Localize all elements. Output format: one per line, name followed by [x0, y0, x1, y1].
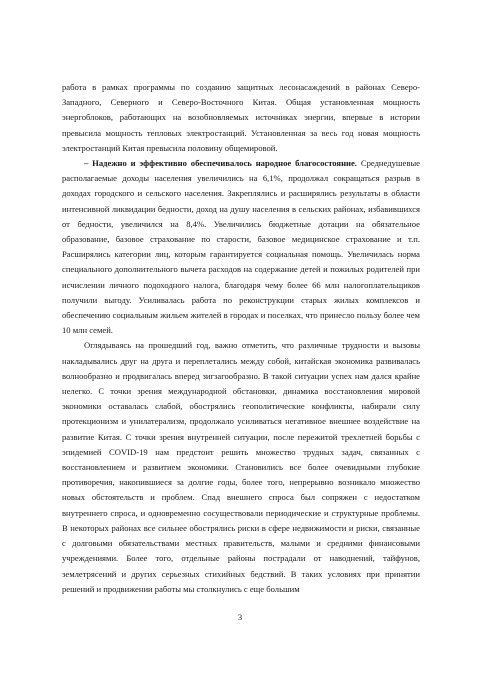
paragraph-lead-bold: – Надежно и эффективно обеспечивалось народное благосостояние.	[84, 158, 357, 169]
paragraph-continuation	[62, 80, 420, 156]
paragraph-review	[62, 338, 420, 596]
paragraph-welfare	[62, 156, 420, 338]
paragraph-text: Оглядываясь на прошедший год, важно отметить, что различные трудности и вызовы накладывались друг на друга и переплетались между собой, китайская экономика развивалась волнообразно и продвигалась вперед зигзагообразно. В такой ситуации успех нам дался крайне нелегко. С точки зрения международной обстановки, динамика восстановления мировой экономики оставалась слабой, обострялись геополитические конфликты, набирали силу протекционизм и унилатерализм, продолжало усиливаться негативное внешнее воздействие на развитие Китая. С точки зрения внутренней ситуации, после пережитой трехлетней борьбы с эпидемией COVID-19 нам предстоит решить множество трудных задач, связанных с восстановлением и развитием экономики. Становились все более очевидными глубокие противоречия, накопившиеся за долгие годы, более того, непрерывно возникало множество новых обстоятельств и проблем. Спад внешнего спроса был сопряжен с недостатком внутреннего спроса, и одновременно сосуществовали периодические и структурные проблемы. В некоторых районах все сильнее обострялись риски в сфере недвижимости и риски, связанные с долговыми обязательствами местных правительств, малыми и средними финансовыми учреждениями. Более того, отдельные районы пострадали от наводнений, тайфунов, землетрясений и других серьезных стихийных бедствий. В таких условиях при принятии решений и продвижении работы мы столкнулись с еще большим	[62, 340, 420, 594]
paragraph-text: Среднедушевые располагаемые доходы населения увеличились на 6,1%, продолжал сокращаться разрыв в доходах городского и сельского населения. Закреплялись и расширялись результаты в области интенсивной ликвидации бедности, доход на душу населения в сельских районах, избавившихся от бедности, увеличился на 8,4%. Увеличились бюджетные дотации на обязательное образование, базовое страхование по старости, базовое медицинское страхование и т.п. Расширялись категории лиц, которым гарантируется социальная помощь. Увеличилась норма специального дополнительного вычета расходов на содержание детей и пожилых родителей при исчислении личного подоходного налога, благодаря чему более 66 млн налогоплательщиков получили выгоду. Усиливалась работа по реконструкции старых жилых комплексов и обеспечению социальным жильем жителей в городах и поселках, что принесло пользу более чем 10 млн семей.	[62, 158, 420, 336]
page-number: 3	[237, 612, 243, 622]
document-body	[62, 80, 420, 597]
paragraph-text: работа в рамках программы по созданию защитных лесонасаждений в районах Северо-Западного, Северного и Северо-Восточного Китая. Общая установленная мощность энергоблоков, работающих на возобновляемых источниках энергии, впервые в истории превысила мощность тепловых электростанций. Установленная за весь год новая мощность электростанций Китая превысила половину общемировой.	[62, 82, 420, 153]
